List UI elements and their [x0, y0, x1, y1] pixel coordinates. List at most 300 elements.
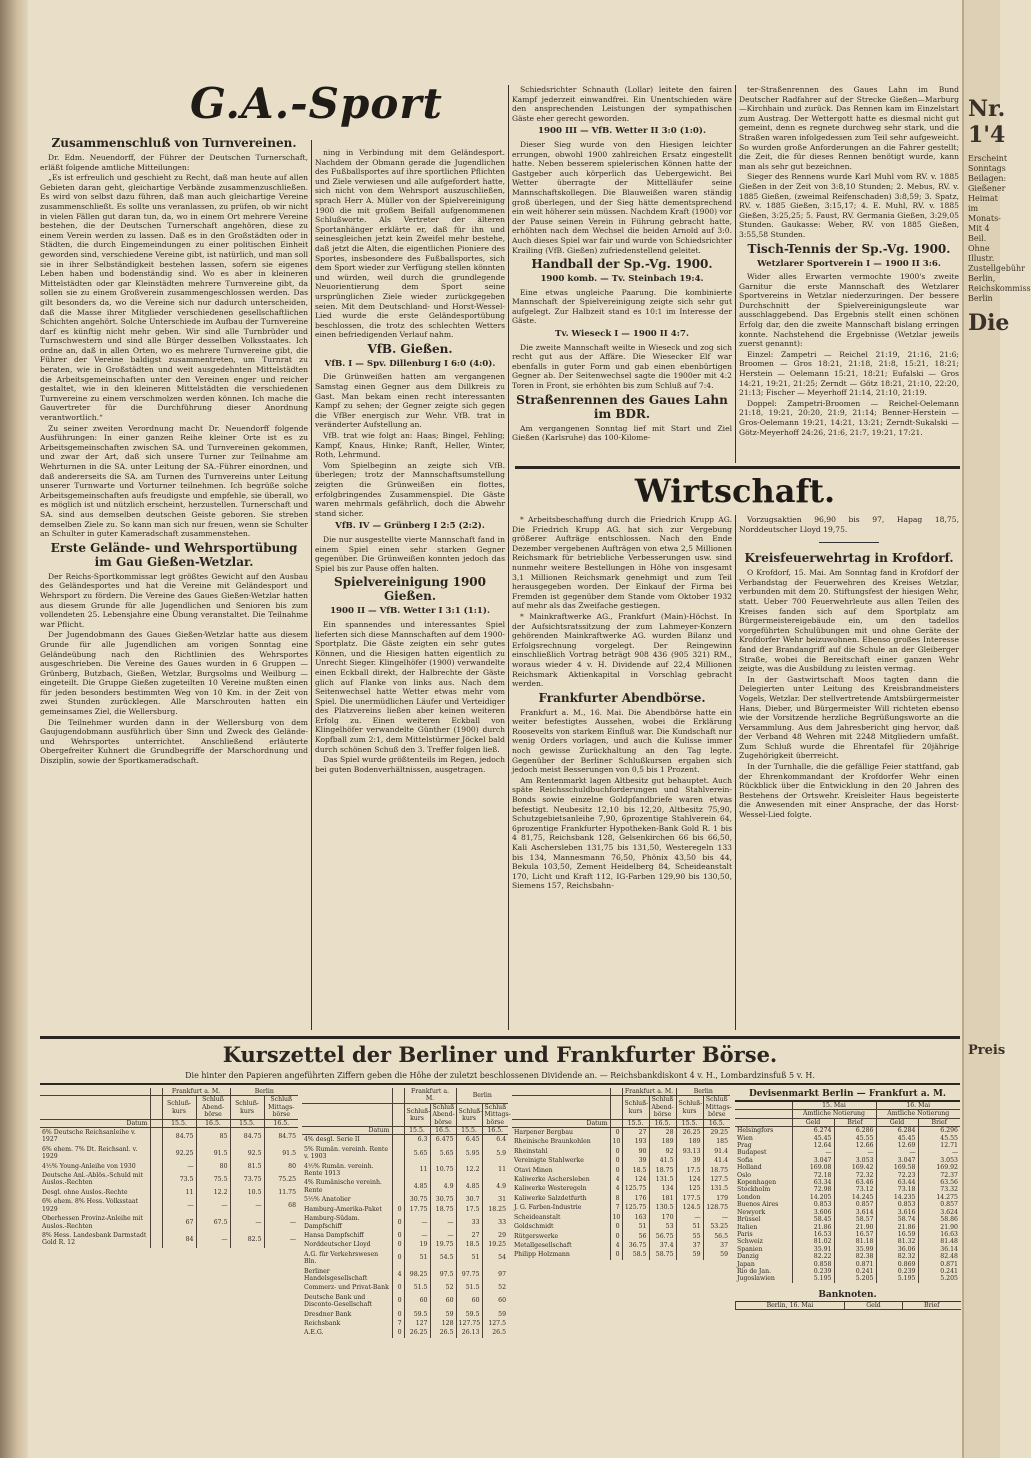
quote: 10.75: [430, 1162, 456, 1179]
quote: 11.75: [264, 1188, 298, 1197]
table-row: [302, 1250, 508, 1267]
quote: 18.75: [649, 1166, 676, 1175]
article-text: Dr. Edm. Neuendorff, der Führer der Deutschen Turnerschaft, erläßt folgende amtliche Mitteilungen:: [40, 153, 308, 172]
adjacent-text: Sonntags: [968, 164, 1006, 173]
adjacent-text: Berlin,: [968, 274, 996, 283]
issue-number: Nr. 1'4: [968, 96, 1006, 148]
column-header: Schluß-kurs: [456, 1103, 482, 1126]
article-text: Doppel: Zampetri-Broomen — Reichel-Oelemann 21:18, 19:21, 20:20, 21:9, 21:14; Benner-Herstein — Gros-Oelemann 19:21, 14:21, 13:21; Zerndt-Sukalski — Götz-Meyerhoff 24:26, 21:6, 21:7, 19:21, 17:21.: [739, 398, 959, 437]
currency-place: Kopenhagen: [737, 1179, 777, 1187]
article-text: In der Turnhalle, die die gefällige Feier stattfand, gab der Ehrenkommandant der Krofdorfer Wehr einen Rückblick über die Entwicklung in den 20 Jahren des Bestehens der Ortswehr. Kreisleiter Haus begeisterte die Anwesenden mit einer Ansprache, der das Horst-Wessel-Lied folgte.: [739, 762, 959, 820]
exchange-rate: 45.55: [834, 1135, 876, 1142]
table-row: [735, 1231, 960, 1238]
column-header: Schluß Mittags-börse: [482, 1103, 508, 1126]
quote: 59: [482, 1310, 508, 1319]
exchange-rate: 3.616: [876, 1209, 918, 1216]
security-name: Reichsbank: [304, 1319, 341, 1327]
currency-place: Spanien: [737, 1245, 763, 1253]
security-name: Harpener Bergbau: [514, 1129, 573, 1137]
table-row: [40, 1231, 298, 1248]
adjacent-text: Ohne Illustr.: [968, 244, 995, 263]
quote: 97.75: [456, 1267, 482, 1284]
currency-place: Stockholm: [737, 1186, 771, 1194]
news-item: * Arbeitsbeschaffung durch die Friedrich Krupp AG. Die Friedrich Krupp AG. hat sich zur Vergebung größerer Aufträge entschlossen. Nach den Ende Dezember vergebenen Aufträgen von etwa 2,5 Millionen Reichsmark für betriebliche Verbesserungen usw. sind nunmehr weitere Bestellungen in Höhe von insgesamt 3,1 Millionen Reichsmark genehmigt und zum Teil herausgegeben worden. Der Einkauf der Firma bei Fremden ist gegenüber dem Stande vom Oktober 1932 auf mehr als das Zweifache gestiegen.: [512, 515, 732, 611]
article-text: Der Reichs-Sportkommissar legt größtes Gewicht auf den Ausbau des Geländesportes und hat die Vereine mit Geländesport und Wehrsport zu fördern. Die Vereine des Gaues Gießen-Wetzlar hatten aus diesem Grunde für alle Jugendlichen und Senioren bis zum vollendeten 25. Lebensjahre eine Übung veranstaltet. Die Teilnahme war Pflicht.: [40, 571, 308, 629]
exchange-rate: 169.08: [792, 1164, 834, 1171]
quote: 27: [622, 1128, 649, 1138]
dividend: 0: [392, 1283, 404, 1292]
table-row: [40, 1145, 298, 1162]
security-name: Desgl. ohne Auslos.-Rechte: [42, 1188, 128, 1196]
quote: 26.5: [430, 1328, 456, 1337]
security-name: Deutsche Bank und Disconto-Gesellschaft: [304, 1293, 373, 1309]
dividend: 0: [392, 1293, 404, 1310]
stock-table: [40, 1088, 298, 1248]
security-name: Commerz- und Privat-Bank: [304, 1284, 389, 1292]
quote: 189: [649, 1137, 676, 1146]
dividend: [150, 1171, 162, 1188]
dividend: [392, 1135, 404, 1145]
date-header: 15. Mai: [792, 1102, 876, 1110]
dividend: 10: [610, 1213, 622, 1222]
notierung-header: Amtliche Notierung: [792, 1110, 876, 1118]
article-subheading: 1900 komb. — Tv. Steinbach 19:4.: [540, 274, 704, 285]
column-header: Schluß-kurs: [404, 1103, 430, 1126]
date-header: 15.5.: [676, 1119, 703, 1127]
quote: 11: [162, 1188, 196, 1197]
article-text: „Es ist erfreulich und geschieht zu Recht, daß man heute auf allen Gebieten daran geht, gleichartige Verbände zusammenzuschließen. Es wird von selbst dazu führen, daß man auch gleichartige Vereine zusammenschließt. Es sollte uns veranlassen, zu prüfen, ob wir nicht in vielen Fällen gut daran tun, da, wo in einem Ort mehrere Vereine bestehen, die der Deutschen Turnerschaft angehören, diese zu einem Verein werden zu lassen. Daß es in den Großstädten oder in Städten, die durch Eingemeindungen zu einer politischen Einheit geworden sind, verschiedene Vereine gibt, ist natürlich, und man soll sie in ihrer Selbständigkeit bestehen lassen, sofern sie eigenes Leben haben und bodenständig sind. Wo es aber in kleineren Mittelstädten oder gar Kleinstädten mehrere Turnvereine gibt, da sollen sie zu einem Großverein zusammengeschlossen werden. Das gilt besonders da, wo die Vereine sich nur dadurch unterscheiden, daß die Masse ihrer Mitglieder verschiedenen gesellschaftlichen Schichten angehört. Solche Unterschiede im Aufbau der Turnvereine darf es künftig nicht mehr geben. Wir sind alle Turnbrüder und Turnschwestern und sind alle Bürger desselben Volksstaates. Ich ordne an, daß in allen Orten, wo es mehrere Turnvereine gibt, die Führer der Vereine baldigst zusammentreten, um Turnrat zu beraten, wie in Großstädten und weit ausgedehnten Mittelstädten die Arbeitsgemeinschaften unter den Vereinen enger und reicher gestaltet, wie in den kleineren Mittelstädten die verschiedenen Turnvereine zu einem verschmolzen werden können. Ich mache die Gauvertreter für die Durchführung dieser Anordnung verantwortlich.“: [40, 173, 308, 423]
quote: 56: [622, 1232, 649, 1241]
quote: 4.9: [482, 1178, 508, 1195]
currency-place: Danzig: [737, 1253, 759, 1261]
dividend: 0: [610, 1128, 622, 1138]
security-name: Deutsche Anl.-Ablös.-Schuld mit Auslos.-Rechten: [42, 1172, 144, 1187]
article-heading: Spielvereinigung 1900 Gießen.: [333, 575, 487, 604]
date-header: 16.5.: [703, 1119, 730, 1127]
dividend: 4: [610, 1184, 622, 1193]
quote: 59: [676, 1250, 703, 1259]
quote: 5.95: [456, 1145, 482, 1162]
security-name: Hamburg-Amerika-Paket: [304, 1205, 382, 1213]
dividend: [150, 1214, 162, 1231]
table-row: [512, 1222, 730, 1231]
security-name: Kaliwerke Aschersleben: [514, 1176, 590, 1184]
dividend: 0: [392, 1310, 404, 1319]
exchange-rate: 21.86: [876, 1224, 918, 1231]
table-row: [735, 1238, 960, 1245]
dividend: 0: [610, 1232, 622, 1241]
exchange-rate: 72.18: [792, 1172, 834, 1179]
quote: 181: [649, 1194, 676, 1203]
table-row: [735, 1179, 960, 1186]
quote: 58.75: [649, 1250, 676, 1259]
exchange-rate: 5.205: [918, 1275, 960, 1282]
dividend: 0: [610, 1147, 622, 1156]
currency-place: Wien: [737, 1134, 753, 1142]
dividend: 8: [610, 1194, 622, 1203]
quote: 5.65: [430, 1145, 456, 1162]
table-row: [302, 1319, 508, 1328]
adjacent-headline-preis: Preis: [968, 1043, 1006, 1058]
quote: 128: [430, 1319, 456, 1328]
quote: 60: [482, 1293, 508, 1310]
dividend: [150, 1231, 162, 1248]
exchange-rate: 58.74: [876, 1216, 918, 1223]
currency-place: Newyork: [737, 1208, 766, 1216]
exchange-rate: 3.053: [918, 1157, 960, 1164]
table-row: [302, 1214, 508, 1231]
table-row: [302, 1267, 508, 1284]
article-heading: Handball der Sp.-Vg. 1900.: [531, 257, 713, 272]
adjacent-text: Heimat im: [968, 194, 998, 213]
wirtschaft-heading: Wirtschaft.: [634, 472, 836, 510]
exchange-rate: 0.239: [792, 1268, 834, 1275]
exchange-rate: 169.92: [918, 1164, 960, 1171]
exchange-rate: 35.91: [792, 1246, 834, 1253]
table-row: [512, 1137, 730, 1146]
quote: 19.75: [430, 1240, 456, 1249]
quote: 131.5: [703, 1184, 730, 1193]
table-row: [735, 1246, 960, 1253]
quote: 91.4: [703, 1147, 730, 1156]
currency-place: Sofia: [737, 1156, 753, 1164]
exchange-rate: 3.614: [834, 1209, 876, 1216]
security-name: Kaliwerke Salzdetfurth: [514, 1194, 587, 1202]
dividend: [392, 1178, 404, 1195]
dividend: 0: [392, 1231, 404, 1240]
quote: 37: [676, 1241, 703, 1250]
table-row: [512, 1166, 730, 1175]
currency-place: Helsingfors: [737, 1127, 774, 1135]
table-row: [735, 1261, 960, 1268]
quote: 92.5: [230, 1145, 264, 1162]
table-row: [302, 1178, 508, 1195]
article-text: Die zweite Mannschaft weilte in Wieseck und zog sich recht gut aus der Affäre. Die Wiesecker Elf war ebenfalls in guter Form und gab einen ebenbürtigen Gegner ab. Der Seitenwechsel sagte die 1900er mit 4:2 Toren in Front, sie erhöhten bis zum Schluß auf 7:4.: [512, 342, 732, 391]
dividend: [150, 1128, 162, 1145]
header-berlin: Berlin: [230, 1088, 298, 1096]
quote: 91.5: [196, 1145, 230, 1162]
security-name: 8% Hess. Landesbank Darmstadt Gold R. 12: [42, 1231, 147, 1247]
kurszettel-note: Die hinter den Papieren angeführten Ziffern geben die Höhe der zuletzt beschlossenen Dividende an. — Reichsbankdiskont 4 v. H., Lombardzinsfuß 5 v. H.: [185, 1071, 815, 1080]
quote: 130.5: [649, 1203, 676, 1212]
table-row: [302, 1240, 508, 1249]
dividend: 0: [610, 1222, 622, 1231]
exchange-rate: 5.205: [834, 1275, 876, 1282]
quote: 98.25: [404, 1267, 430, 1284]
article-heading: Zusammenschluß von Turnvereinen.: [51, 136, 297, 150]
table-row: [302, 1310, 508, 1319]
exchange-rate: 3.624: [918, 1209, 960, 1216]
column-header: Geld: [845, 1301, 903, 1309]
quote: 134: [649, 1184, 676, 1193]
quote: 193: [622, 1137, 649, 1146]
table-row: [735, 1135, 960, 1142]
quote: 17.5: [676, 1166, 703, 1175]
column-divider: [311, 140, 312, 1030]
table-row: [302, 1195, 508, 1204]
column-3: [512, 85, 732, 463]
exchange-rate: 0.241: [834, 1268, 876, 1275]
article-text: In der Gastwirtschaft Moos tagten dann die Delegierten unter Leitung des Kreisbrandmeisters Vogels, Wetzlar. Der stellvertretende Amtsbürgermeister Hans, Dieber, und Bürgermeister Will richteten ebenso wie der Vorsitzende herzliche Begrüßungsworte an die Versammlung. Aus dem Jahresbericht ging hervor, daß der Verband 48 Wehren mit 2248 Mitgliedern umfaßt. Zum Schluß wurde die Ehrentafel für 20jährige Zugehörigkeit überreicht.: [739, 674, 959, 761]
dividend: [150, 1197, 162, 1214]
quote: 18.75: [430, 1205, 456, 1214]
table-row: [512, 1175, 730, 1184]
exchange-rate: 82.32: [876, 1253, 918, 1260]
table-row: [735, 1127, 960, 1135]
exchange-rate: —: [918, 1149, 960, 1156]
quote: 82.5: [230, 1231, 264, 1248]
column-header: Schluß-kurs: [230, 1096, 264, 1119]
adjacent-text: Monats-: [968, 214, 1001, 223]
column-header: Schluß Abend-börse: [430, 1103, 456, 1126]
security-name: Oberhessen Provinz-Anleihe mit Auslos.-Rechten: [42, 1215, 143, 1230]
exchange-rate: 16.63: [918, 1231, 960, 1238]
banknoten-table: [735, 1301, 961, 1310]
dividend: [150, 1188, 162, 1197]
quote: 6.45: [456, 1135, 482, 1145]
table-row: [302, 1283, 508, 1292]
quote: 6.475: [430, 1135, 456, 1145]
exchange-rate: 72.98: [792, 1186, 834, 1193]
table-row: [302, 1293, 508, 1310]
column-header: Brief: [918, 1118, 960, 1126]
date-header: 16.5.: [430, 1127, 456, 1135]
article-text: Die Teilnehmer wurden dann in der Wellersburg von dem Gaujugendobmann ausführlich über Sinn und Zweck des Gelände- und Wehrsportes unterrichtet. Anschließend erläuterte Obergefreiter Kuhnert die Grundbegriffe der Marschordnung und Disziplin, sowie der Sportkameradschaft.: [40, 717, 308, 766]
quote: 97: [482, 1267, 508, 1284]
security-name: Dresdner Bank: [304, 1310, 352, 1318]
quote: 84: [162, 1231, 196, 1248]
exchange-rate: 21.90: [834, 1224, 876, 1231]
quote: 189: [676, 1137, 703, 1146]
adjacent-text: Berlin: [968, 294, 993, 303]
table-row: [735, 1268, 960, 1275]
quote: 6.4: [482, 1135, 508, 1145]
article-text: Der Jugendobmann des Gaues Gießen-Wetzlar hatte aus diesem Grunde für alle Jugendlichen am vorigen Sonntag eine Geländeübung nach den Richtlinien des Wehrsportes ausgeschrieben. Die Vereine des Gaues wurden in 6 Gruppen — Grünberg, Butzbach, Gießen, Wetzlar, Burgsolms und Weilburg — eingeteilt. Die Gruppe Gießen zugeteilten 10 Vereine mußten einen für jeden besonders bestimmten Weg von 10 Km. in der Zeit von zwei Stunden zurücklegen. Alle Marschrouten hatten ein gemeinsames Ziel, die Wellersburg.: [40, 630, 308, 717]
quote: 41.5: [649, 1156, 676, 1165]
article-heading: Straßenrennen des Gaues Lahn im BDR.: [516, 392, 728, 421]
exchange-rate: 58.57: [834, 1216, 876, 1223]
column-divider: [508, 85, 509, 1030]
exchange-rate: 21.90: [918, 1224, 960, 1231]
dividend: [150, 1162, 162, 1171]
table-row: [512, 1184, 730, 1193]
quote: 39: [676, 1156, 703, 1165]
dividend: [392, 1145, 404, 1162]
quote: 125.75: [622, 1203, 649, 1212]
exchange-rate: 3.053: [834, 1157, 876, 1164]
quote: —: [162, 1197, 196, 1214]
table-row: [302, 1145, 508, 1162]
banknoten-title: Banknoten.: [818, 1289, 877, 1300]
article-text: Einzel: Zampetri — Reichel 21:19, 21:16, 21:6; Broomen — Gros 18:21, 21:18, 21:8, 15:21, 18:21; Herstein — Oelemann 15:21, 18:21; Eufalski — Gros 14:21, 19:21, 21:25; Zerndt — Götz 18:21, 21:10, 22:20, 21:13; Fischer — Meyerhoff 21:14, 21:10, 21:19.: [739, 349, 959, 398]
exchange-rate: 36.14: [918, 1246, 960, 1253]
quote: 127: [404, 1319, 430, 1328]
quote: 55: [676, 1232, 703, 1241]
exchange-rate: 6.296: [918, 1127, 960, 1135]
exchange-rate: —: [876, 1149, 918, 1156]
security-name: 4% desgl. Serie II: [304, 1136, 360, 1144]
quote: 124.5: [676, 1203, 703, 1212]
quote: 179: [703, 1194, 730, 1203]
exchange-rate: 6.286: [834, 1127, 876, 1135]
dividend: 4: [610, 1241, 622, 1250]
exchange-rate: 73.32: [918, 1186, 960, 1193]
column-header: Schluß-kurs: [622, 1096, 649, 1119]
quote: 51: [404, 1250, 430, 1267]
table-row: [512, 1213, 730, 1222]
article-heading: VfB. Gießen.: [367, 341, 453, 356]
quote: 56.75: [649, 1232, 676, 1241]
exchange-rate: 3.606: [792, 1209, 834, 1216]
quote: 5.9: [482, 1145, 508, 1162]
adjacent-headline: Die: [968, 310, 1010, 336]
article-heading: Kreisfeuerwehrtag in Krofdorf.: [744, 551, 954, 566]
dividend: 0: [392, 1250, 404, 1267]
table-row: [735, 1142, 960, 1149]
quote: 90: [622, 1147, 649, 1156]
quote: 185: [703, 1137, 730, 1146]
security-name: 5½% Anatolier: [304, 1196, 351, 1204]
quote: 12.2: [456, 1162, 482, 1179]
dividend: 0: [392, 1214, 404, 1231]
column-divider: [735, 515, 736, 1030]
column-header: Geld: [792, 1118, 834, 1126]
article-text: Am vergangenen Sonntag lief mit Start und Ziel Gießen (Karlsruhe) das 100-Kilome-: [512, 423, 732, 443]
article-text: Ein spannendes und interessantes Spiel lieferten sich diese Mannschaften auf dem 1900-Sportplatz. Die Gäste zeigten ein sehr gutes Können, und die Hiesigen hatten eigentlich zu Unrecht Sieger. Klingelhöfer (1900) verwandelte einen Eckball direkt, der Halbrechte der Gäste glich auf Flanke von links aus. Nach dem Seitenwechsel hatte Wetter etwas mehr vom Spiel. Die unermüdlichen Läufer und Verteidiger des Platzvereins ließen aber keinen weiteren Erfolg zu. Einen weiteren Eckball von Klingelhöfer verwandelte Günther (1900) durch Kopfball zum 2:1, dem Mittelstürmer Jöckel bald durch schönen Schuß den 3. Treffer folgen ließ.: [315, 619, 505, 754]
table-row: [40, 1197, 298, 1214]
article-text: Das Spiel wurde größtenteils im Regen, jedoch bei guten Bodenverhältnissen, ausgetragen.: [315, 755, 505, 774]
quote: 37: [703, 1241, 730, 1250]
currency-place: Buenos Aires: [737, 1201, 779, 1209]
header-berlin: Berlin: [456, 1088, 508, 1103]
quote: 17.75: [404, 1205, 430, 1214]
article-text: ter-Straßenrennen des Gaues Lahn im Bund Deutscher Radfahrer auf der Strecke Gießen—Marburg—Kirchhain und zurück. Das Rennen kam im Einzelstart zum Austrag. Der Wettergott hatte es diesmal nicht gut gemeint, denn es regnete durchweg sehr stark, und die Straßen waren infolgedessen zum Teil sehr aufgeweicht. So wurden große Anforderungen an die Fahrer gestellt; die Zeit, die für dieses Rennen benötigt wurde, kann man als sehr gut bezeichnen.: [739, 85, 959, 171]
quote: 26.25: [404, 1328, 430, 1337]
article-text: Zu seiner zweiten Verordnung macht Dr. Neuendorff folgende Ausführungen: In einer ganzen Reihe kleiner Orte ist es zu Arbeitsgemeinschaften zwischen SA. und Turnvereinen gekommen, und zwar der Art, daß sich unsere Turner zur Teilnahme am Wehrturnen in die SA. unter Leitung der SA.-Führer einordnen, und daß andererseits die SA. am Turnen des Turnvereins unter Leitung unserer Turnwarte und Vorturner teilnehmen. Ich begrüße solche Arbeitsgemeinschaften aufs freudigste und empfehle, sie überall, wo es möglich ist und nützlich erscheint, herzustellen. Turnerschaft und SA. sind aus demselben deutschen Geiste geboren. Sie streben demselben Ziele zu. So kann man sich nur freuen, wenn sie Schulter an Schulter in guter Kameradschaft zusammenstehen.: [40, 423, 308, 539]
quote: 26.25: [676, 1128, 703, 1138]
dividend: [392, 1162, 404, 1179]
quote: 59: [703, 1250, 730, 1259]
quote: —: [404, 1231, 430, 1240]
quote: 17.5: [456, 1205, 482, 1214]
currency-place: Oslo: [737, 1171, 751, 1179]
quote: 84.75: [264, 1128, 298, 1145]
exchange-rate: —: [834, 1149, 876, 1156]
date-header: 15.5.: [230, 1119, 264, 1127]
security-name: Scheideanstalt: [514, 1213, 561, 1221]
dividend: 0: [610, 1250, 622, 1259]
quote: 60: [430, 1293, 456, 1310]
security-name: A.G. für Verkehrswesen Bln.: [304, 1250, 379, 1266]
quote: —: [230, 1214, 264, 1231]
column-header: Schluß-kurs: [162, 1096, 196, 1119]
quote: 51.5: [456, 1283, 482, 1292]
header-berlin: Berlin: [676, 1088, 730, 1096]
currency-place: Budapest: [737, 1149, 767, 1157]
column-divider: [735, 85, 736, 463]
notierung-header: Amtliche Notierung: [876, 1110, 960, 1118]
quote: 73.5: [162, 1171, 196, 1188]
exchange-rate: 14.205: [792, 1194, 834, 1201]
exchange-rate: 45.45: [792, 1135, 834, 1142]
quote: 4.85: [404, 1178, 430, 1195]
article-text: O Krofdorf, 15. Mai. Am Sonntag fand in Krofdorf der Verbandstag der Feuerwehren des Kreises Wetzlar, verbunden mit dem 20. Stiftungsfest der hiesigen Wehr, statt. Ueber 700 Feuerwehrleute aus allen Teilen des Kreises fanden sich auf dem Sportplatz am Bürgermeistereigebäude ein, um den tadellos vorgeführten Schulübungen mit und ohne Geräte der Krofdorfer Wehr beizuwohnen. Ebenso großes Interesse fand der Brandangriff auf die Schule an der Gleiberger Straße, wobei die Bereitschaft einer ganzen Wehr zeigte, was die Ausbildung zu leisten vermag.: [739, 568, 959, 674]
dividend: 7: [610, 1203, 622, 1212]
stock-table: [512, 1088, 730, 1260]
table-row: [735, 1275, 960, 1282]
article-subheading: 1900 III — VfB. Wetter II 3:0 (1:0).: [538, 126, 706, 137]
table-row: [512, 1203, 730, 1212]
table-row: [735, 1157, 960, 1164]
exchange-rate: 0.858: [792, 1261, 834, 1268]
quote: 29.25: [703, 1128, 730, 1138]
quote: 27: [456, 1231, 482, 1240]
article-text: Die Grünweißen hatten am vergangenen Samstag einen Gegner aus dem Dillkreis zu Gast. Man bekam einen recht interessanten Kampf zu sehen; der Gegner zeigte sich gegen die VfBer energisch zur Wehr. VfB. trat in veränderter Aufstellung an.: [315, 372, 505, 430]
quote: 92: [649, 1147, 676, 1156]
exchange-rate: —: [792, 1149, 834, 1156]
quote: 58.5: [622, 1250, 649, 1259]
article-text: Wider alles Erwarten vermochte 1900's zweite Garnitur die erste Mannschaft des Wetzlarer Sportvereins in Wetzlar niederzuringen. Der bessere Durchschnitt der Spielvereinigungsleute war ausschlaggebend. Das Ergebnis stellt einen schönen Erfolg dar, den die zweite Mannschaft bislang erringen konnte. Nachstehend die Ergebnisse (Wetzlar jeweils zuerst genannt):: [739, 272, 959, 349]
exchange-rate: 73.12: [834, 1186, 876, 1193]
devisen-title: Devisenmarkt Berlin — Frankfurt a. M.: [735, 1088, 960, 1102]
quote: 127.5: [482, 1319, 508, 1328]
currency-place: Italien: [737, 1223, 758, 1231]
quote: 51.5: [404, 1283, 430, 1292]
column-header: Schluß-kurs: [676, 1096, 703, 1119]
quote: 54.5: [430, 1250, 456, 1267]
quote: 124: [622, 1175, 649, 1184]
exchange-rate: 12.69: [876, 1142, 918, 1149]
security-name: 5% Rumän. vereinh. Rente v. 1903: [304, 1145, 389, 1161]
security-name: Rütgerswerke: [514, 1232, 559, 1240]
quote: 127.5: [703, 1175, 730, 1184]
header-frankfurt: Frankfurt a. M.: [622, 1088, 676, 1096]
currency-place: Holland: [737, 1164, 762, 1172]
quote: —: [703, 1213, 730, 1222]
quote: 67.5: [196, 1214, 230, 1231]
quote: 30.7: [456, 1195, 482, 1204]
quote: 6.3: [404, 1135, 430, 1145]
section-rule: [40, 1036, 960, 1039]
exchange-rate: 45.45: [876, 1135, 918, 1142]
quote: 170: [649, 1213, 676, 1222]
exchange-rate: 12.64: [792, 1142, 834, 1149]
quote: 84.75: [162, 1128, 196, 1145]
table-row: [40, 1188, 298, 1197]
table-row: [302, 1162, 508, 1179]
quote: 84.75: [230, 1128, 264, 1145]
dividend: 4: [392, 1267, 404, 1284]
security-name: 4½% Rumän. vereinh. Rente 1913: [304, 1162, 374, 1178]
exchange-rate: 3.047: [876, 1157, 918, 1164]
quote: 131.5: [649, 1175, 676, 1184]
quote: 4.9: [430, 1178, 456, 1195]
adjacent-text: Erscheint: [968, 154, 1008, 163]
quote: 11: [404, 1162, 430, 1179]
exchange-rate: 14.275: [918, 1194, 960, 1201]
exchange-rate: 72.32: [834, 1172, 876, 1179]
quote: 93.13: [676, 1147, 703, 1156]
currency-place: Brüssel: [737, 1216, 761, 1224]
stock-table: [302, 1088, 511, 1338]
exchange-rate: 16.59: [876, 1231, 918, 1238]
quote: 31: [482, 1195, 508, 1204]
quote: 92.25: [162, 1145, 196, 1162]
date-header: 16.5.: [649, 1119, 676, 1127]
quote: 53.25: [703, 1222, 730, 1231]
table-row: [302, 1231, 508, 1240]
table-row: [302, 1328, 508, 1337]
